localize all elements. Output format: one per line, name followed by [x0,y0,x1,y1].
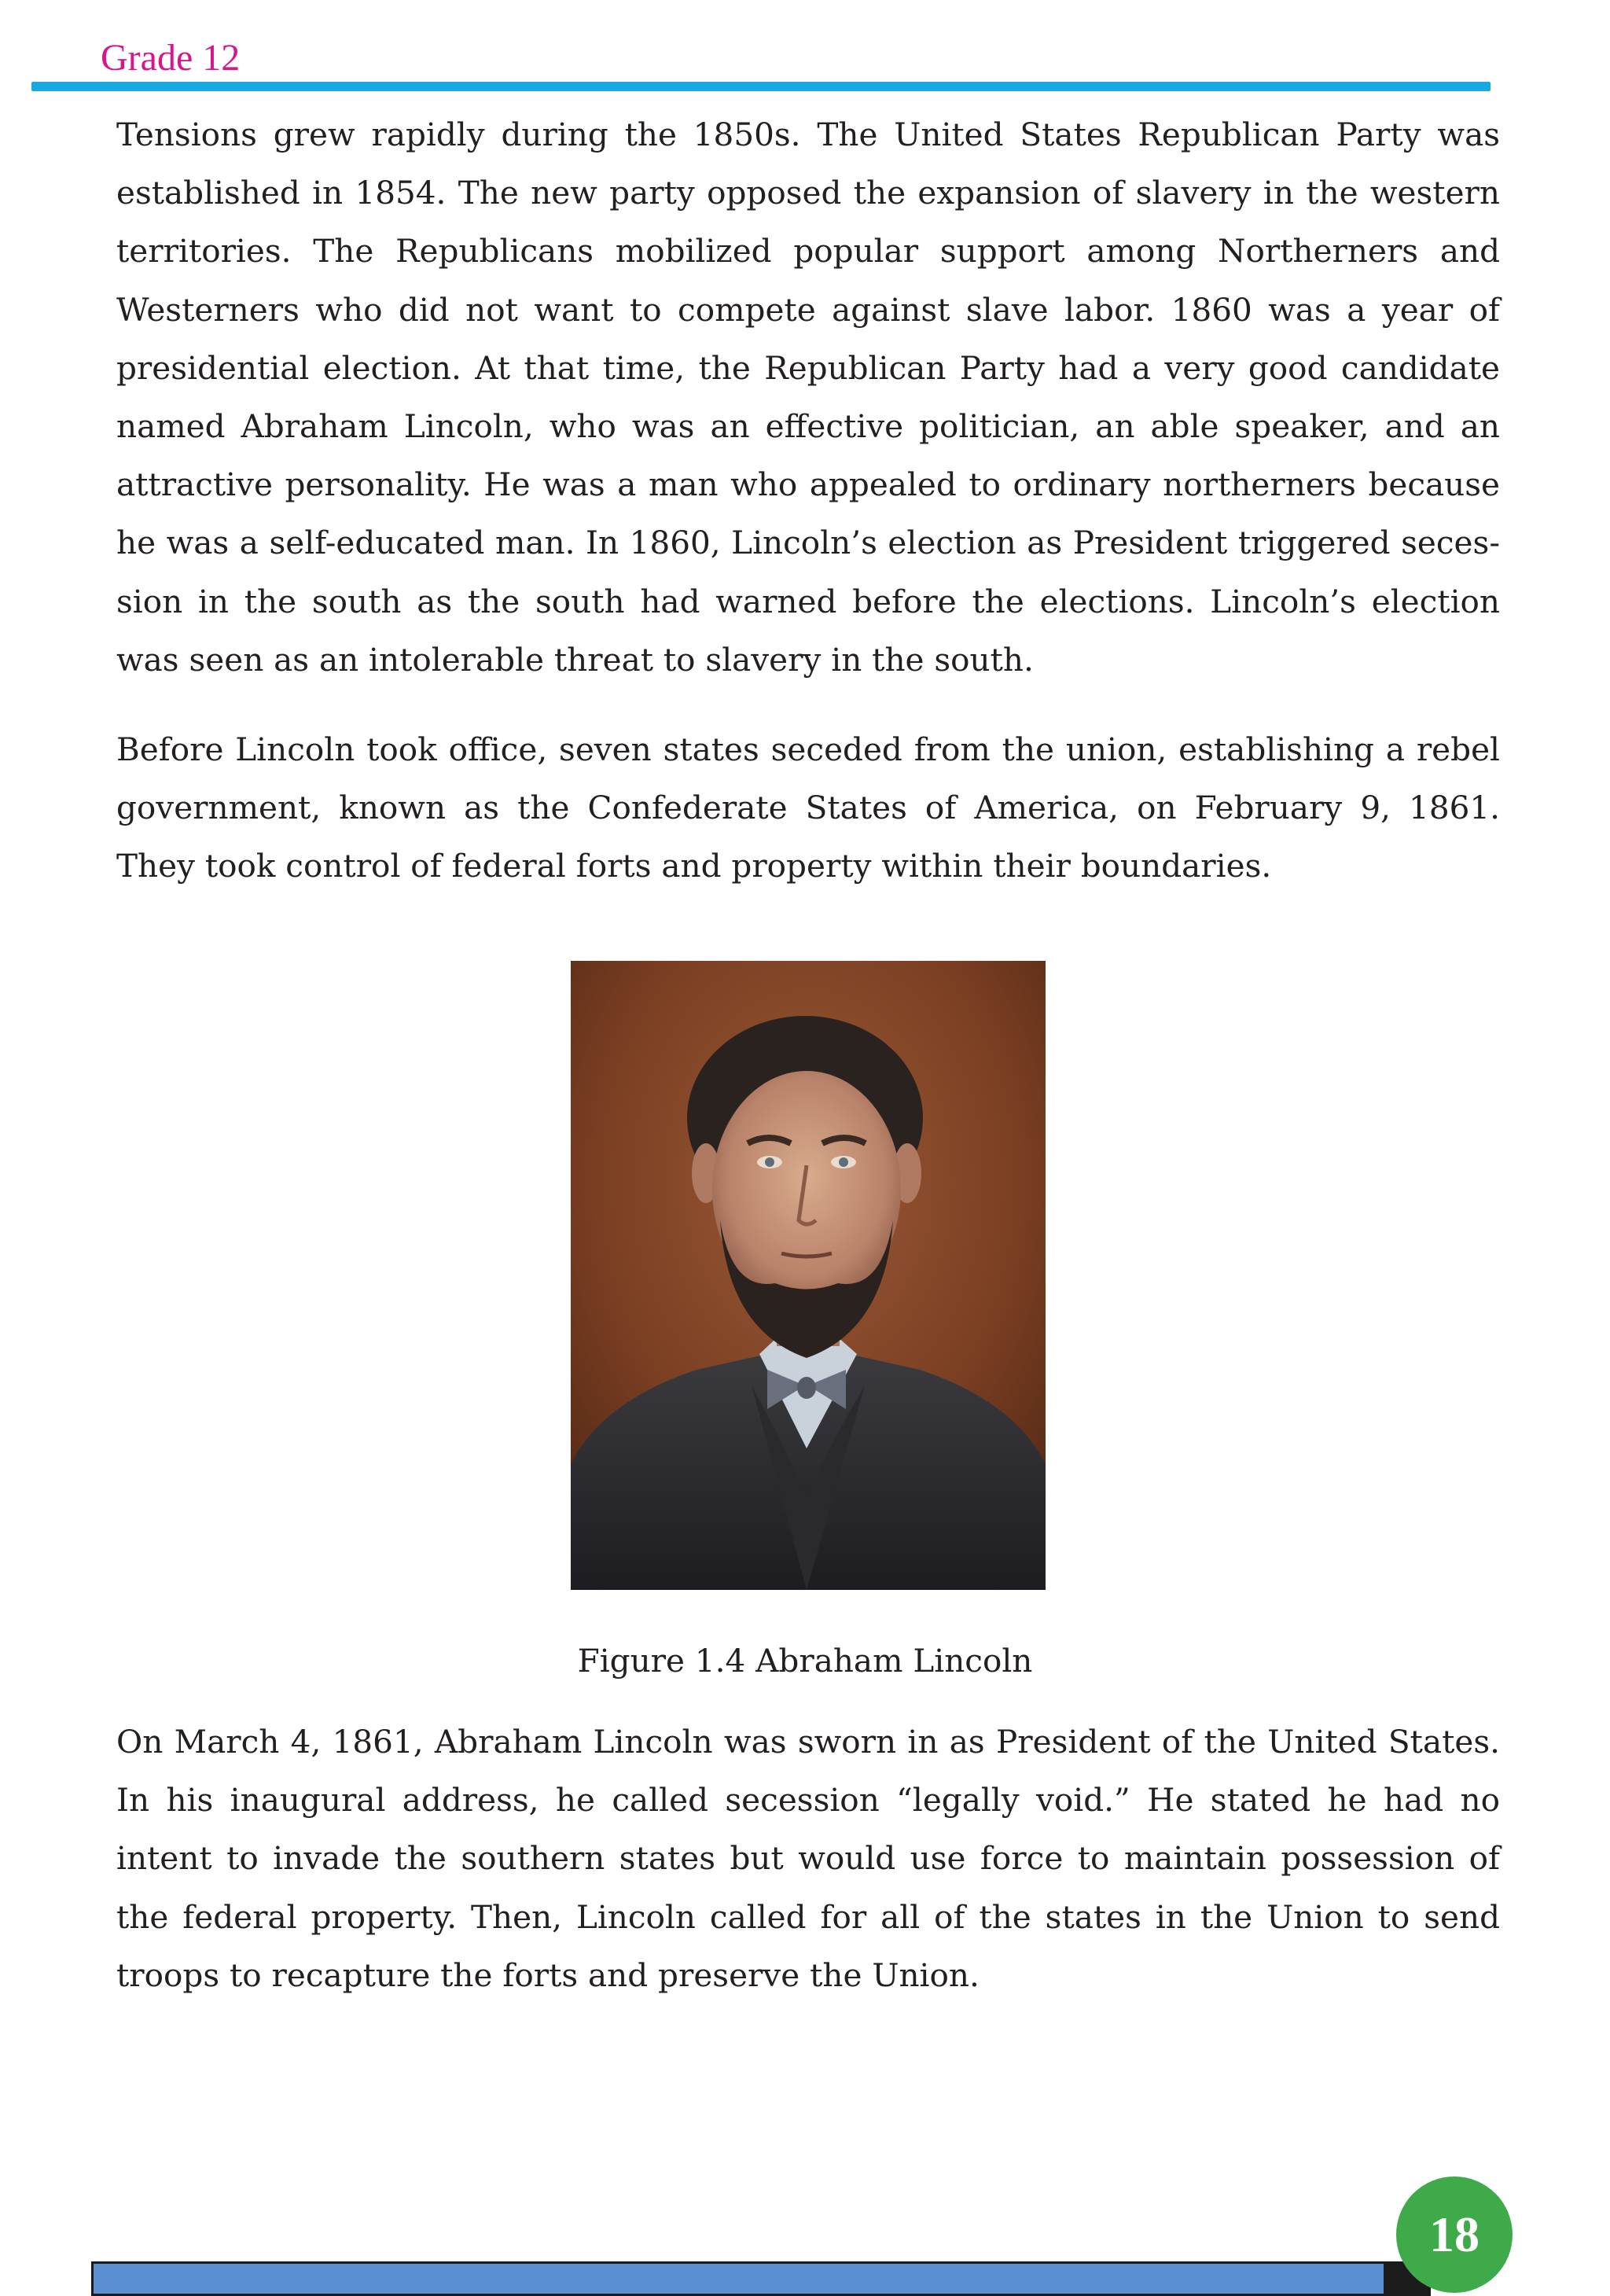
footer-bar [91,2261,1407,2296]
body-paragraph-1: Tensions grew rapidly during the 1850s. The United States Republican Party was established in 1854. The new party opposed the expansion of slavery in the western territories. The Republicans mobilized popular support among Northerners and Westerners who did not want to compete against slave labor. 1860 was a year of presidential election. At that time, the Republican Party had a very good candidate named Abraham Lincoln, who was an effective politician, an able speaker, and an attractive personality. He was a man who appealed to ordinary northerners because he was a self-educated man. In 1860, Lincoln’s election as President triggered secession in the south as the south had warned before the elections. Lincoln’s election was seen as an intolerable threat to slavery in the south. [116,116,1500,679]
portrait-figure [571,961,1046,1590]
body-paragraph-2: Before Lincoln took office, seven states seceded from the union, establishing a rebel government, known as the Confederate States of America, on February 9, 1861. They took control of federal forts and property within their boundaries. [116,730,1500,885]
page-number: 18 [1396,2176,1513,2293]
portrait-image [571,961,1046,1590]
grade-label: Grade 12 [101,37,241,79]
figure-caption: Figure 1.4 Abraham Lincoln [577,1642,1033,1680]
body-paragraph-3: On March 4, 1861, Abraham Lincoln was sworn in as President of the United States. In his inaugural address, he called secession “legally void.” He stated he had no intent to invade the southern states but would use force to maintain possession of the federal property. Then, Lincoln called for all of the states in the Union to send troops to recapture the forts and preserve the Union. [116,1723,1500,1994]
header-rule [31,82,1491,91]
